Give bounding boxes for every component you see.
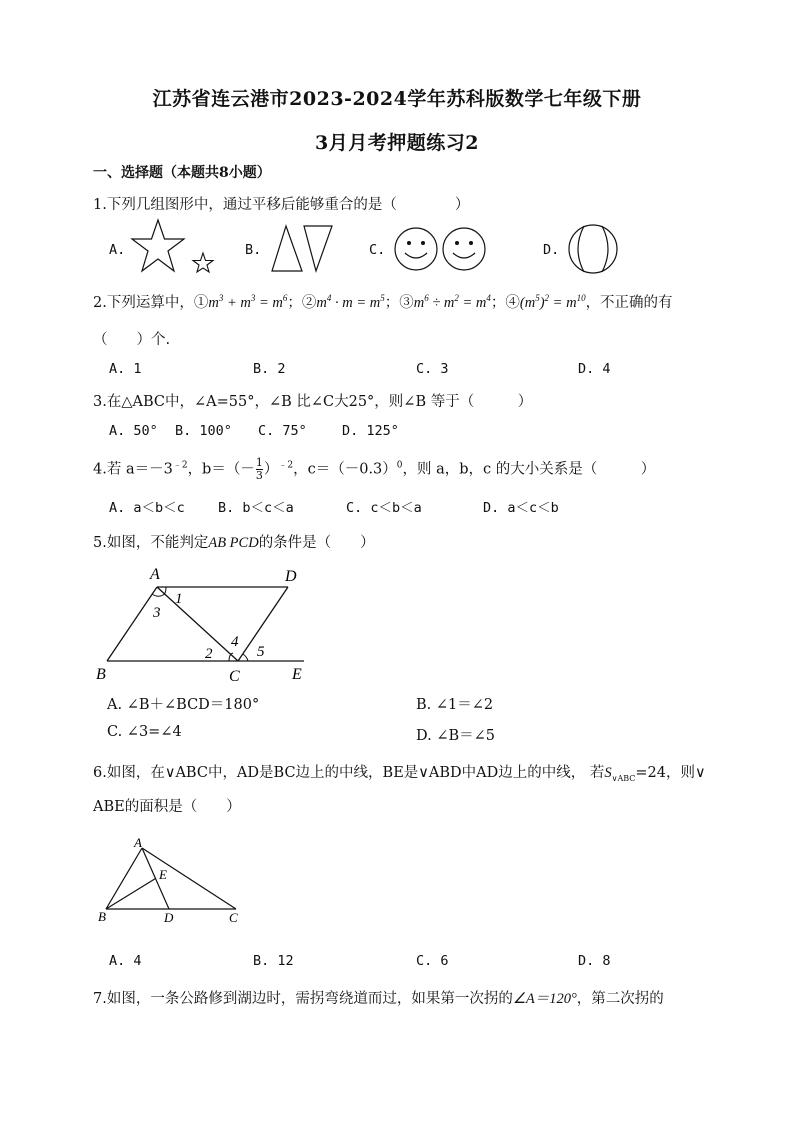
- q1-figure-b: [268, 222, 338, 274]
- q6-line2: ABE的面积是（ ）: [93, 799, 241, 815]
- label-d: D: [164, 910, 174, 925]
- q6-option-a: A. 4: [109, 953, 142, 969]
- q4-option-b: B. b＜c＜a: [218, 500, 294, 516]
- q1-option-a: A.: [109, 242, 126, 258]
- label-c: C: [229, 668, 240, 685]
- q4-part-a: 4.若 a＝－3: [93, 461, 173, 478]
- q2-expr-2: $m^4 \cdot m = m^5$: [316, 293, 385, 311]
- label-a: A: [134, 835, 142, 850]
- q1-option-c: C.: [369, 242, 386, 258]
- q3-option-a: A. 50°: [109, 423, 158, 439]
- q1-figure-a: [128, 218, 218, 278]
- q6-figure: [96, 834, 246, 926]
- q4-exp-3: 0: [396, 460, 403, 471]
- q2-option-d: D. 4: [578, 361, 611, 377]
- label-angle-2: 2: [205, 646, 213, 662]
- q2-prefix: 2.下列运算中，①: [93, 295, 209, 311]
- q4-frac-num: 1: [255, 456, 263, 469]
- q4-option-d: D. a＜c＜b: [483, 500, 559, 516]
- q2-expr-4: $(m^5)^2 = m^{10}$: [519, 293, 586, 311]
- label-angle-4: 4: [231, 634, 239, 650]
- q2-line2: （ ）个.: [93, 332, 171, 348]
- q3-stem: 3.在△ABC中，∠A=55°，∠B 比∠C大25°，则∠B 等于（ ）: [93, 394, 533, 410]
- section-heading: 一、选择题（本题共8小题）: [93, 165, 271, 181]
- q4-stem: [93, 457, 655, 482]
- q1-figure-c: [392, 226, 492, 274]
- label-a: A: [150, 566, 160, 583]
- label-b: B: [98, 909, 106, 924]
- q5-option-a: A. ∠B＋∠BCD＝180°: [107, 697, 260, 713]
- q4-part-c: ）: [263, 461, 279, 478]
- q2-stem: 2.下列运算中，$①m^3 + m^3 = m^6$；$②m^4 \cdot m = m^5$；$③m^6 \div m^2 = m^4$；$④(m^5)^2 = m^{10}$，不正确的有: [93, 293, 673, 311]
- q1-option-b: B.: [245, 242, 262, 258]
- q2-expr-3: $m^6 \div m^2 = m^4$: [413, 293, 491, 311]
- q6-part-b: =24，则∨: [635, 765, 706, 781]
- q4-exp-2: ﹣2: [278, 460, 294, 471]
- q1-stem: 1.下列几组图形中，通过平移后能够重合的是（ ）: [93, 197, 470, 213]
- q4-option-c: C. c＜b＜a: [346, 500, 422, 516]
- q2-option-a: A. 1: [109, 361, 142, 377]
- q5-stem: [93, 531, 375, 552]
- q7-part-a: 7.如图，一条公路修到湖边时，需拐弯绕道而过，如果第一次拐的: [93, 991, 513, 1007]
- label-e: E: [292, 666, 302, 683]
- q6-area-sub: ∨ABC: [611, 773, 636, 783]
- q6-area-symbol: S: [604, 765, 612, 781]
- label-e: E: [159, 867, 167, 882]
- q3-option-b: B. 100°: [175, 423, 232, 439]
- page-title: 江苏省连云港市2023-2024学年苏科版数学七年级下册: [152, 88, 642, 110]
- q4-option-a: A. a＜b＜c: [109, 500, 185, 516]
- q3-option-d: D. 125°: [342, 423, 399, 439]
- q4-exp-1: ﹣2: [172, 460, 188, 471]
- label-angle-1: 1: [175, 591, 183, 607]
- q6-option-b: B. 12: [253, 953, 294, 969]
- q7-math: ∠A＝120°: [512, 991, 577, 1007]
- q5-option-d: D. ∠B＝∠5: [416, 728, 496, 744]
- q4-part-e: ，则 a，b，c 的大小关系是（ ）: [402, 461, 656, 478]
- q2-option-c: C. 3: [416, 361, 449, 377]
- q2-option-b: B. 2: [253, 361, 286, 377]
- label-angle-5: 5: [257, 644, 265, 660]
- label-angle-3: 3: [153, 605, 161, 621]
- q4-frac-den: 3: [255, 469, 263, 482]
- q4-part-d: ，c＝（－0.3）: [293, 461, 397, 478]
- q3-option-c: C. 75°: [258, 423, 307, 439]
- q1-option-d: D.: [543, 242, 560, 258]
- label-c: C: [229, 910, 238, 925]
- q5-part-c: 的条件是（ ）: [258, 535, 375, 551]
- q6-option-d: D. 8: [578, 953, 611, 969]
- q6-stem: [93, 761, 706, 783]
- q5-option-c: C. ∠3=∠4: [107, 724, 182, 740]
- label-b: B: [96, 666, 106, 683]
- q7-part-c: ，第二次拐的: [576, 991, 664, 1007]
- q4-fraction: [256, 457, 263, 482]
- label-d: D: [285, 568, 297, 585]
- q4-part-b: ，b＝（－: [187, 461, 255, 478]
- q5-part-a: 5.如图，不能判定: [93, 535, 209, 551]
- q5-figure: [88, 562, 318, 686]
- q5-option-b: B. ∠1＝∠2: [416, 697, 494, 713]
- q6-option-c: C. 6: [416, 953, 449, 969]
- page-subtitle: 3月月考押题练习2: [315, 132, 479, 154]
- q1-figure-d: [566, 222, 622, 278]
- q2-suffix: ，不正确的有: [585, 295, 673, 311]
- q6-part-a: 6.如图，在∨ABC中，AD是BC边上的中线，BE是∨ABD中AD边上的中线， 若: [93, 765, 605, 781]
- q2-expr-1: $m^3 + m^3 = m^6$: [208, 293, 288, 311]
- q7-stem: [93, 987, 664, 1008]
- q5-math: AB PCD: [208, 535, 259, 551]
